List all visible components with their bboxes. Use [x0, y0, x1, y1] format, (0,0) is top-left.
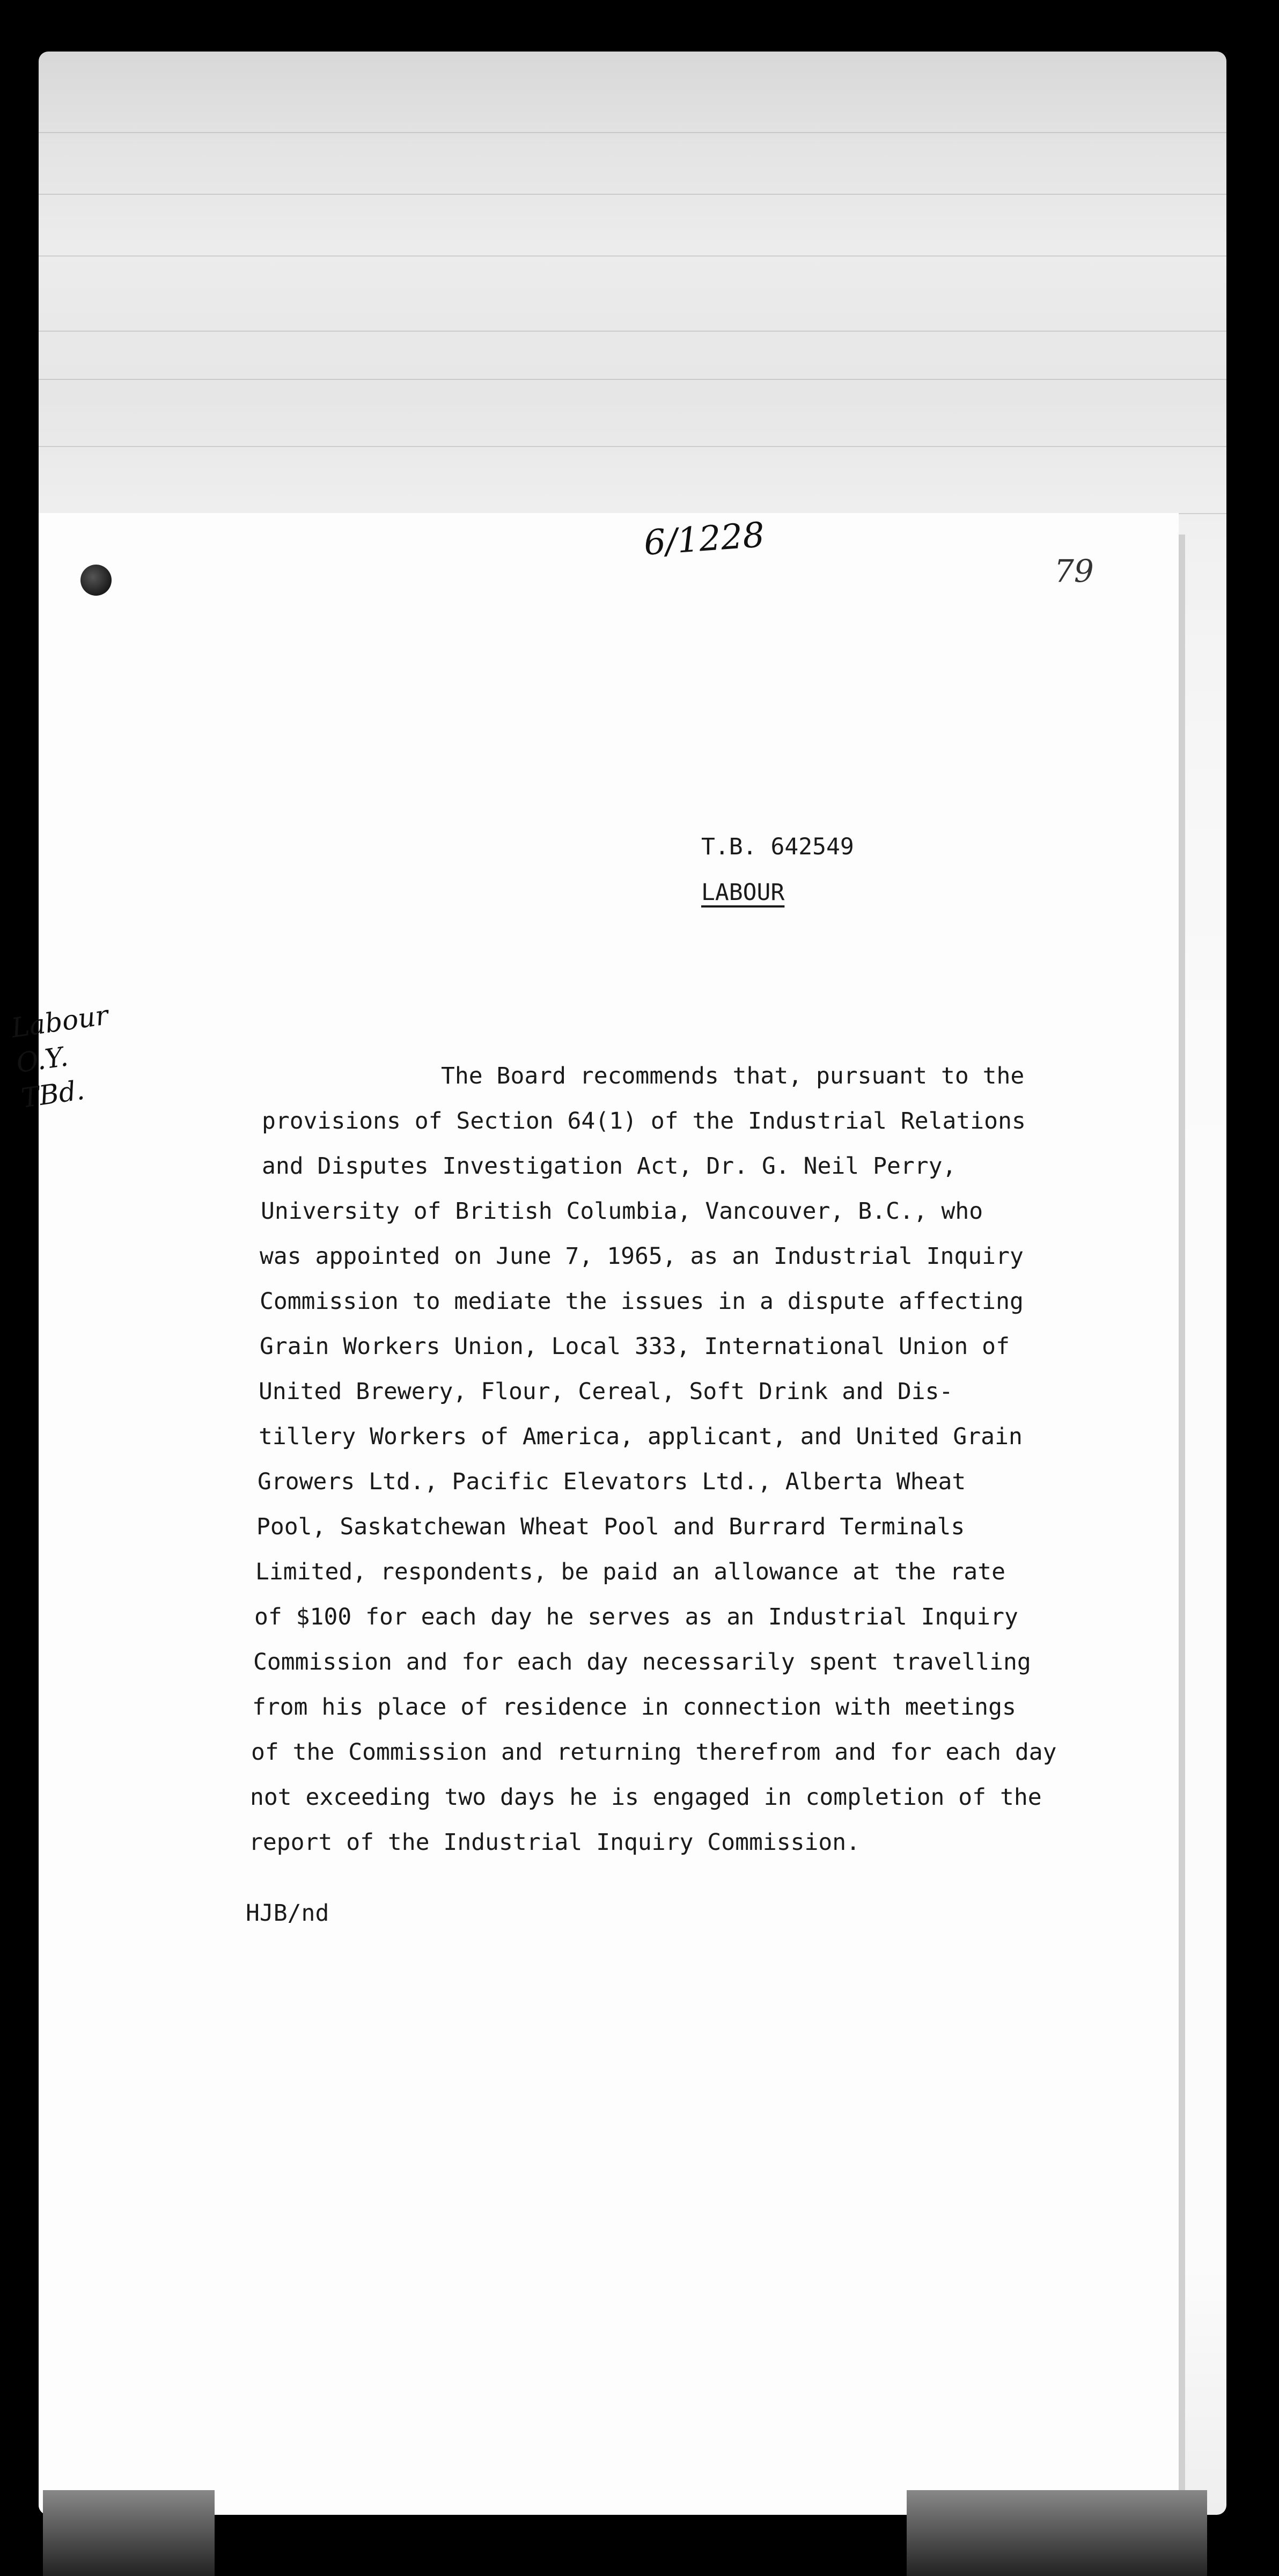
- body-line: The Board recommends that, pursuant to the: [441, 1063, 1025, 1089]
- punch-hole-icon: [80, 565, 112, 596]
- scan-shadow: [43, 2490, 215, 2576]
- body-line: of $100 for each day he serves as an Industrial Inquiry: [254, 1604, 1018, 1630]
- scan-streak: [39, 194, 1226, 195]
- margin-note-line: Labour: [9, 999, 111, 1044]
- body-line: Commission to mediate the issues in a dispute affecting: [260, 1288, 1024, 1315]
- scan-streak: [39, 255, 1226, 257]
- margin-note-line: O.Y.: [14, 1041, 70, 1079]
- body-line: Grain Workers Union, Local 333, International Union of: [260, 1333, 1010, 1360]
- body-line: Pool, Saskatchewan Wheat Pool and Burrard Terminals: [256, 1513, 965, 1540]
- body-line: was appointed on June 7, 1965, as an Industrial Inquiry: [260, 1243, 1024, 1270]
- body-line: of the Commission and returning therefrom and for each day: [251, 1739, 1057, 1766]
- body-line: University of British Columbia, Vancouver, B.C., who: [261, 1198, 983, 1225]
- scan-streak: [39, 446, 1226, 447]
- body-line: tillery Workers of America, applicant, and United Grain: [259, 1423, 1023, 1450]
- body-line: United Brewery, Flour, Cereal, Soft Drink and Dis-: [259, 1378, 953, 1405]
- scan-streak: [39, 132, 1226, 133]
- body-line: report of the Industrial Inquiry Commission.: [249, 1829, 861, 1856]
- handwritten-margin-note: [9, 997, 120, 1116]
- body-line: Growers Ltd., Pacific Elevators Ltd., Alberta Wheat: [258, 1468, 966, 1495]
- scanned-page: [39, 52, 1226, 2515]
- reference-number: T.B. 642549: [701, 833, 854, 860]
- document-heading: LABOUR: [701, 879, 785, 906]
- body-line: Limited, respondents, be paid an allowance at the rate: [255, 1558, 1005, 1585]
- margin-note-line: TBd.: [19, 1074, 86, 1114]
- sheet-edge: [1179, 535, 1185, 2515]
- typist-initials: HJB/nd: [246, 1900, 329, 1927]
- handwritten-page-number: 79: [1054, 553, 1094, 589]
- handwritten-file-number: 6/1228: [642, 515, 766, 564]
- scan-streak: [39, 379, 1226, 380]
- scan-streak: [39, 331, 1226, 332]
- body-line: not exceeding two days he is engaged in completion of the: [250, 1784, 1042, 1811]
- scan-shadow: [907, 2490, 1207, 2576]
- body-line: provisions of Section 64(1) of the Industrial Relations: [262, 1108, 1026, 1135]
- body-line: and Disputes Investigation Act, Dr. G. Neil Perry,: [262, 1153, 957, 1180]
- body-line: from his place of residence in connection with meetings: [252, 1694, 1016, 1721]
- body-line: Commission and for each day necessarily spent travelling: [253, 1649, 1031, 1675]
